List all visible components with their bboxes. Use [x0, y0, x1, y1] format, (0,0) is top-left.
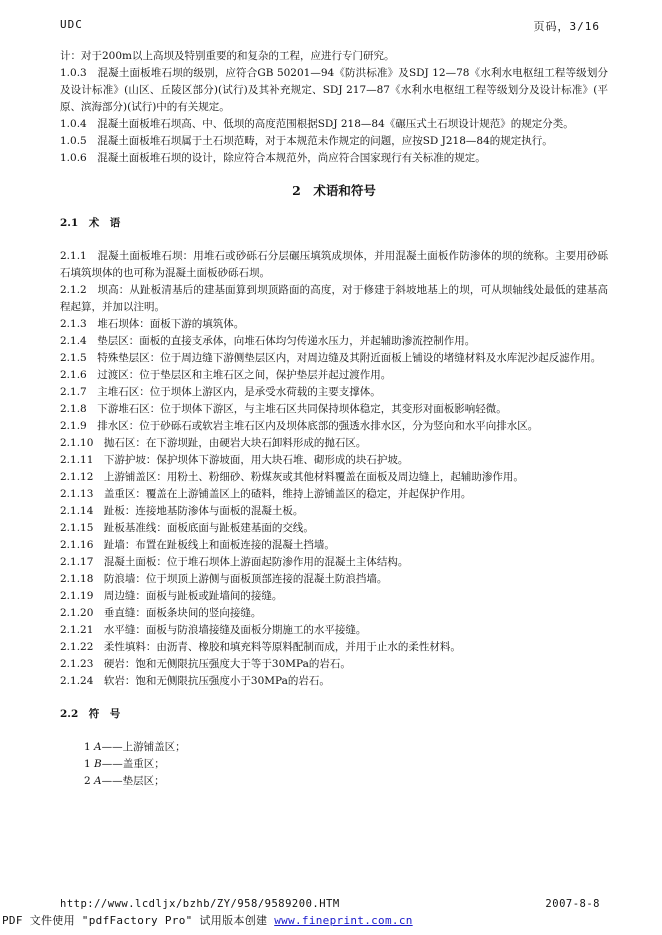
- term-item: 2.1.10 抛石区：在下游坝趾，由硬岩大块石卸料形成的抛石区。: [60, 437, 367, 449]
- document-body: [60, 48, 608, 790]
- terms-list: [60, 248, 608, 690]
- term-item: 2.1.9 排水区：位于砂砾石或软岩主堆石区内及坝体底部的强透水排水区，分为竖向和水平向排水区。: [60, 420, 539, 432]
- terms-title: 2.1 术 语: [60, 217, 121, 229]
- symbols-title: 2.2 符 号: [60, 708, 121, 720]
- term-item: 2.1.11 下游护坡：保护坝体下游坡面，用大块石堆、砌形成的块石护坡。: [60, 454, 409, 466]
- term-item: 2.1.23 硬岩：饱和无侧限抗压强度大于等于30MPa的岩石。: [60, 658, 351, 670]
- symbols-list: [60, 739, 608, 790]
- footer-url[interactable]: http://www.lcdljx/bzhb/ZY/958/9589200.HTM: [60, 898, 340, 910]
- symbol-letter: B: [94, 758, 102, 770]
- symbol-item: [60, 756, 608, 773]
- symbol-prefix: 1: [84, 758, 95, 770]
- term-item: 2.1.24 软岩：饱和无侧限抗压强度小于30MPa的岩石。: [60, 675, 330, 687]
- intro-paragraph: 1.0.3 混凝土面板堆石坝的级别，应符合GB 50201—94《防洪标准》及SDJ 12—78《水利水电枢纽工程等级划分及设计标准》(山区、丘陵区部分)(试行)及其补充规定、SDJ 217—87《水利水电枢纽工程等级划分及设计标准》(平原、滨海部分)(试行)中的有关规定。: [60, 67, 608, 113]
- pdf-watermark-text: PDF 文件使用 "pdfFactory Pro" 试用版本创建: [2, 914, 275, 927]
- header-udc: UDC: [60, 18, 83, 31]
- term-item: 2.1.3 堆石坝体：面板下游的填筑体。: [60, 318, 245, 330]
- term-item: 2.1.5 特殊垫层区：位于周边缝下游侧垫层区内，对周边缝及其附近面板上铺设的堵缝材料及水库泥沙起反滤作用。: [60, 352, 602, 364]
- term-item: 2.1.6 过渡区：位于垫层区和主堆石区之间，保护垫层并起过渡作用。: [60, 369, 392, 381]
- term-item: 2.1.12 上游铺盖区：用粉土、粉细砂、粉煤灰或其他材料覆盖在面板及周边缝上，起辅助渗作用。: [60, 471, 524, 483]
- symbol-prefix: 1: [84, 741, 95, 753]
- header-page-number: 页码，3/16: [533, 20, 600, 33]
- footer-date: 2007-8-8: [545, 898, 600, 910]
- intro-paragraph: 计：对于200m以上高坝及特别重要的和复杂的工程，应进行专门研究。: [60, 50, 395, 62]
- pdf-watermark: [2, 912, 413, 928]
- term-item: 2.1.14 趾板：连接地基防渗体与面板的混凝土板。: [60, 505, 304, 517]
- term-item: 2.1.22 柔性填料：由沥青、橡胶和填充料等原料配制而成，并用于止水的柔性材料。: [60, 641, 461, 653]
- term-item: 2.1.15 趾板基准线：面板底面与趾板建基面的交线。: [60, 522, 314, 534]
- term-item: 2.1.18 防浪墙：位于坝顶上游侧与面板顶部连接的混凝土防浪挡墙。: [60, 573, 388, 585]
- symbol-description: ——上游铺盖区；: [101, 741, 186, 753]
- symbol-description: ——垫层区；: [101, 775, 165, 787]
- term-item: 2.1.16 趾墙：布置在趾板线上和面板连接的混凝土挡墙。: [60, 539, 335, 551]
- term-item: 2.1.13 盖重区：覆盖在上游铺盖区上的碴料，维持上游铺盖区的稳定，并起保护作用。: [60, 488, 472, 500]
- term-item: 2.1.17 混凝土面板：位于堆石坝体上游面起防渗作用的混凝土主体结构。: [60, 556, 409, 568]
- symbol-letter: A: [94, 741, 102, 753]
- fineprint-link[interactable]: www.fineprint.com.cn: [274, 914, 413, 927]
- term-item: 2.1.7 主堆石区：位于坝体上游区内，是承受水荷载的主要支撑体。: [60, 386, 381, 398]
- symbol-item: [60, 739, 608, 756]
- intro-paragraph: 1.0.5 混凝土面板堆石坝属于土石坝范畴，对于本规范未作规定的问题，应按SD J218—84的规定执行。: [60, 135, 553, 147]
- symbol-letter: A: [94, 775, 102, 787]
- term-item: 2.1.8 下游堆石区：位于坝体下游区，与主堆石区共同保持坝体稳定，其变形对面板影响轻微。: [60, 403, 507, 415]
- symbol-description: ——盖重区；: [101, 758, 165, 770]
- term-item: 2.1.20 垂直缝：面板条块间的竖向接缝。: [60, 607, 262, 619]
- term-item: 2.1.19 周边缝：面板与趾板或趾墙间的接缝。: [60, 590, 283, 602]
- term-item: 2.1.2 坝高：从趾板清基后的建基面算到坝顶路面的高度，对于修建于斜坡地基上的坝，可从坝轴线处最低的建基高程起算，并加以注明。: [60, 284, 608, 313]
- intro-paragraph: 1.0.4 混凝土面板堆石坝高、中、低坝的高度范围根据SDJ 218—84《碾压式土石坝设计规范》的规定分类。: [60, 118, 574, 130]
- intro-paragraph: 1.0.6 混凝土面板堆石坝的设计，除应符合本规范外，尚应符合国家现行有关标准的规定。: [60, 152, 486, 164]
- term-item: 2.1.21 水平缝：面板与防浪墙接缝及面板分期施工的水平接缝。: [60, 624, 367, 636]
- symbol-prefix: 2: [84, 775, 95, 787]
- section-title: 2 术语和符号: [292, 183, 376, 198]
- symbol-item: [60, 773, 608, 790]
- term-item: 2.1.4 垫层区：面板的直接支承体，向堆石体均匀传递水压力，并起辅助渗流控制作用。: [60, 335, 476, 347]
- term-item: 2.1.1 混凝土面板堆石坝：用堆石或砂砾石分层碾压填筑成坝体，并用混凝土面板作防渗体的坝的统称。主要用砂砾石填筑坝体的也可称为混凝土面板砂砾石坝。: [60, 250, 608, 279]
